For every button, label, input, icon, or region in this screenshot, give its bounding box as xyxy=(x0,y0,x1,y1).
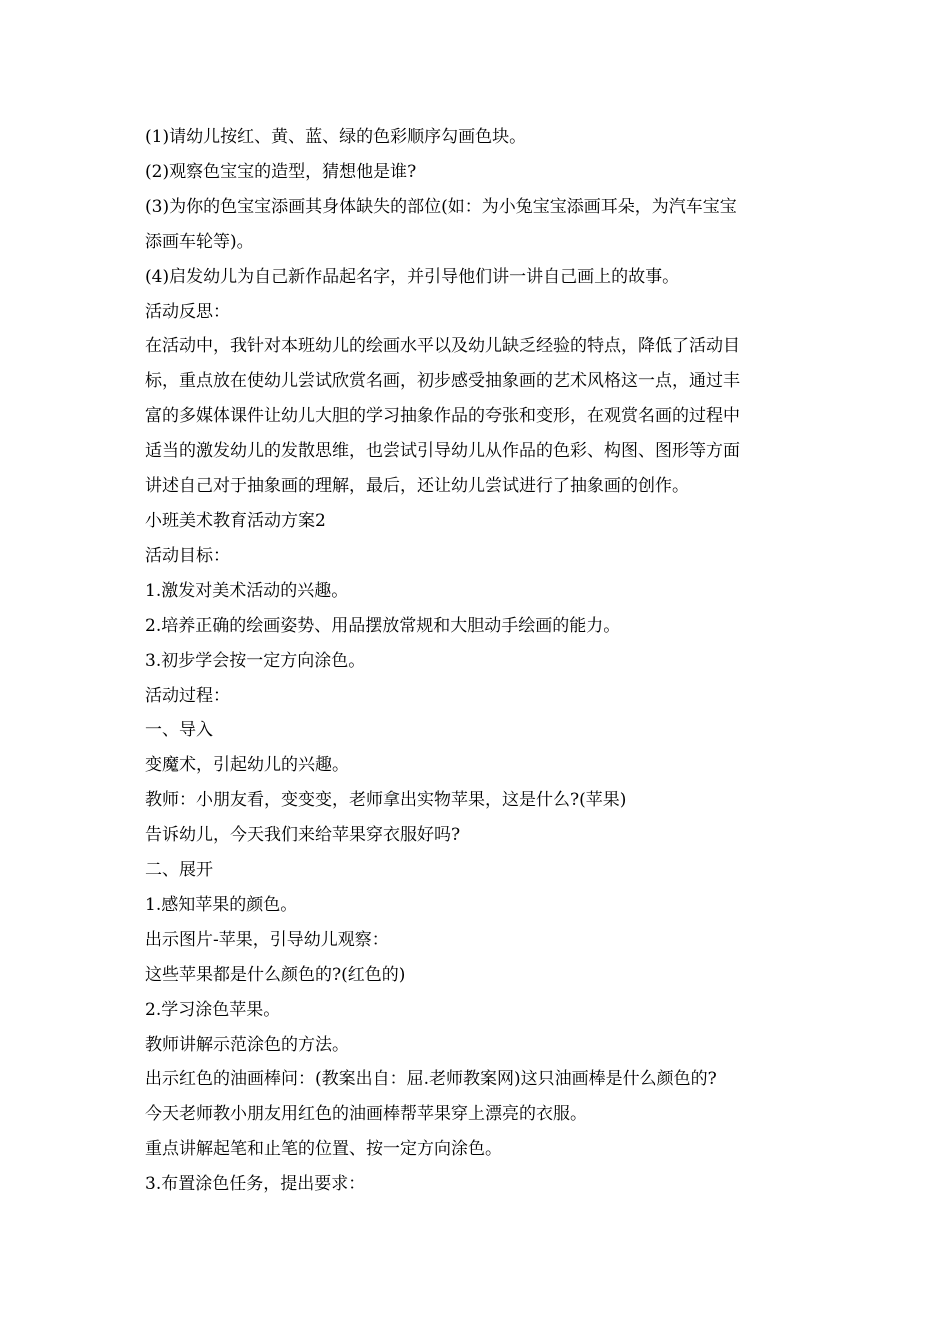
text-line: (2)观察色宝宝的造型，猜想他是谁? xyxy=(145,161,417,182)
text-line: 出示图片-苹果，引导幼儿观察： xyxy=(145,929,389,950)
section-heading: 活动目标： xyxy=(145,545,230,566)
text-line: 教师：小朋友看，变变变，老师拿出实物苹果，这是什么?(苹果) xyxy=(145,790,627,811)
text-line: 今天老师教小朋友用红色的油画棒帮苹果穿上漂亮的衣服。 xyxy=(145,1104,587,1125)
section-heading: 活动过程： xyxy=(145,685,230,706)
section-heading: 二、展开 xyxy=(145,860,213,881)
text-line: 重点讲解起笔和止笔的位置、按一定方向涂色。 xyxy=(145,1139,502,1160)
section-heading: 活动反思： xyxy=(145,301,230,322)
text-line: 变魔术，引起幼儿的兴趣。 xyxy=(145,755,349,776)
text-line: 出示红色的油画棒问：(教案出自：屈.老师教案网)这只油画棒是什么颜色的? xyxy=(145,1069,717,1090)
text-line: 在活动中，我针对本班幼儿的绘画水平以及幼儿缺乏经验的特点，降低了活动目 xyxy=(145,336,740,357)
text-line: 2.培养正确的绘画姿势、用品摆放常规和大胆动手绘画的能力。 xyxy=(145,615,621,636)
text-line: 3.布置涂色任务，提出要求： xyxy=(145,1174,366,1195)
text-line: (1)请幼儿按红、黄、蓝、绿的色彩顺序勾画色块。 xyxy=(145,127,527,147)
text-line: (4)启发幼儿为自己新作品起名字，并引导他们讲一讲自己画上的故事。 xyxy=(145,266,680,287)
document-title: 小班美术教育活动方案2 xyxy=(145,510,326,531)
text-line: 富的多媒体课件让幼儿大胆的学习抽象作品的夸张和变形，在观赏名画的过程中 xyxy=(145,406,740,427)
text-line: 添画车轮等)。 xyxy=(145,231,254,252)
document-page xyxy=(145,120,807,1202)
text-line: 标，重点放在使幼儿尝试欣赏名画，初步感受抽象画的艺术风格这一点，通过丰 xyxy=(145,371,740,392)
text-line: 2.学习涂色苹果。 xyxy=(145,999,281,1020)
text-line: 1.激发对美术活动的兴趣。 xyxy=(145,580,349,601)
text-line: 教师讲解示范涂色的方法。 xyxy=(145,1034,349,1055)
text-line: 这些苹果都是什么颜色的?(红色的) xyxy=(145,964,406,985)
text-line: 告诉幼儿，今天我们来给苹果穿衣服好吗? xyxy=(145,825,461,846)
text-line: (3)为你的色宝宝添画其身体缺失的部位(如：为小兔宝宝添画耳朵，为汽车宝宝 xyxy=(145,196,737,217)
text-line: 1.感知苹果的颜色。 xyxy=(145,894,298,915)
text-line: 3.初步学会按一定方向涂色。 xyxy=(145,650,366,671)
section-heading: 一、导入 xyxy=(145,720,213,741)
text-line: 适当的激发幼儿的发散思维，也尝试引导幼儿从作品的色彩、构图、图形等方面 xyxy=(145,441,740,462)
text-line: 讲述自己对于抽象画的理解，最后，还让幼儿尝试进行了抽象画的创作。 xyxy=(145,476,689,497)
